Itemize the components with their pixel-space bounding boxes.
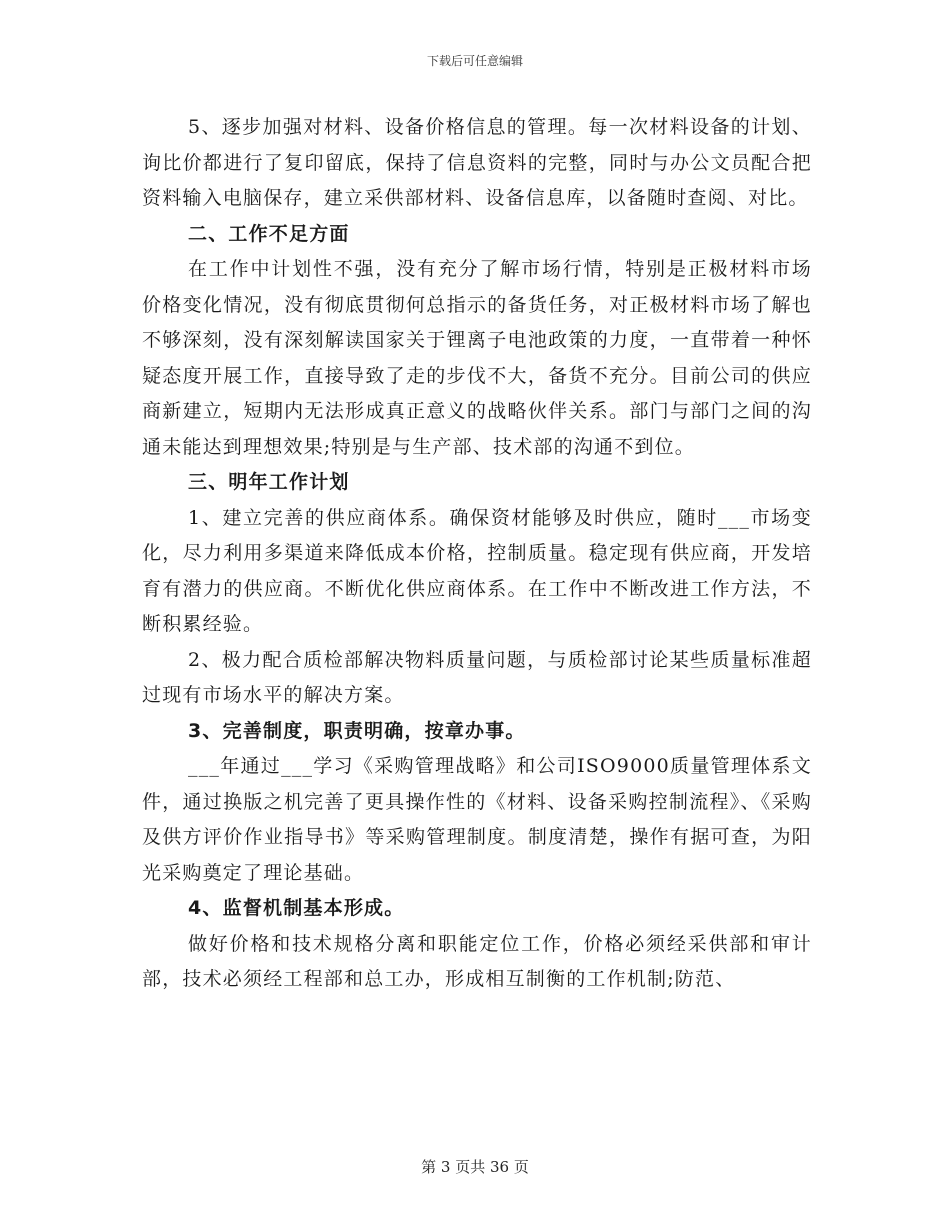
heading-supervision-mechanism: 4、监督机制基本形成。 [188,897,405,919]
heading-improve-rules: 3、完善制度，职责明确，按章办事。 [188,719,526,742]
page-header: 下载后可任意编辑 [426,54,523,68]
page-number: 第 3 页共 36 页 [421,1158,529,1176]
paragraph-supplier-system: 1、建立完善的供应商体系。确保资材能够及时供应，随时___市场变化，尽力利用多渠道来降低成本价格，控制质量。稳定现有供应商，开发培育有潜力的供应商。不断优化供应商体系。在工作中不断改进工作方法，不断积累经验。 [142,506,812,635]
document-body [142,110,812,998]
paragraph-price-tech-separation: 做好价格和技术规格分离和职能定位工作，价格必须经采供部和审计部，技术必须经工程部和总工办，形成相互制衡的工作机制;防范、 [142,932,812,990]
paragraph-procurement-rules: ___年通过___学习《采购管理战略》和公司ISO9000质量管理体系文件，通过换版之机完善了更具操作性的《材料、设备采购控制流程》、《采购及供方评价作业指导书》等采购管理制度。制度清楚，操作有据可查，为阳光采购奠定了理论基础。 [142,755,812,884]
paragraph-shortcomings: 在工作中计划性不强，没有充分了解市场行情，特别是正极材料市场价格变化情况，没有彻底贯彻何总指示的备货任务，对正极材料市场了解也不够深刻，没有深刻解读国家关于锂离子电池政策的力度，一直带着一种怀疑态度开展工作，直接导致了走的步伐不大，备货不充分。目前公司的供应商新建立，短期内无法形成真正意义的战略伙伴关系。部门与部门之间的沟通未能达到理想效果;特别是与生产部、技术部的沟通不到位。 [142,258,812,458]
heading-next-year-plan: 三、明年工作计划 [188,471,350,493]
heading-work-shortcomings: 二、工作不足方面 [188,222,350,245]
paragraph-quality-inspection: 2、极力配合质检部解决物料质量问题，与质检部讨论某些质量标准超过现有市场水平的解决方案。 [142,648,812,706]
paragraph-price-info-management: 5、逐步加强对材料、设备价格信息的管理。每一次材料设备的计划、询比价都进行了复印留底，保持了信息资料的完整，同时与办公文员配合把资料输入电脑保存，建立采供部材料、设备信息库，以备随时查阅、对比。 [142,116,812,209]
